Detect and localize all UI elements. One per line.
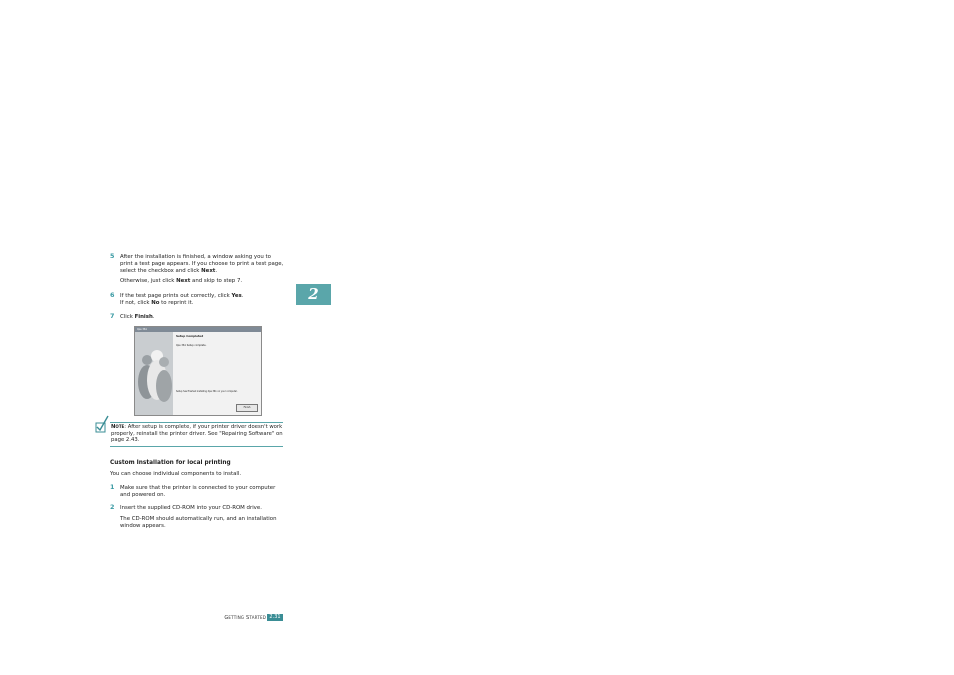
note-label: Note bbox=[111, 424, 125, 430]
note-text: Note: After setup is complete, if your printer driver doesn't work properly, reinstall the printer driver. See "Repairing Software" on page 2.43. bbox=[111, 424, 283, 444]
footer-page-number: 2.31 bbox=[267, 614, 283, 621]
people-illustration-icon bbox=[135, 332, 173, 415]
note-top-rule bbox=[110, 422, 283, 423]
step-6-note: If not, click No to reprint it. bbox=[120, 300, 194, 306]
step-5-note: Otherwise, just click Next and skip to step 7. bbox=[120, 278, 243, 284]
section-heading: Custom Installation for local printing bbox=[110, 460, 231, 466]
step-text: Make sure that the printer is connected to your computer and powered on. bbox=[120, 485, 276, 499]
step-number: 2 bbox=[110, 503, 115, 511]
step-text: Insert the supplied CD-ROM into your CD-ROM drive. bbox=[120, 505, 262, 511]
section-intro: You can choose individual components to install. bbox=[110, 471, 242, 477]
step-number: 1 bbox=[110, 483, 115, 491]
dialog-illustration bbox=[135, 332, 173, 415]
dialog-footer-text: Setup has finished installing Xpe 361 on your computer. bbox=[176, 390, 238, 393]
note-bottom-rule bbox=[110, 446, 283, 447]
footer-section-label: Getting Started bbox=[224, 615, 266, 621]
dialog-content bbox=[176, 335, 259, 347]
dialog-titlebar: Xpe 361 bbox=[135, 327, 261, 332]
step-2-note: The CD-ROM should automatically run, and an installation window appears. bbox=[120, 516, 277, 530]
finish-button[interactable]: Finish bbox=[236, 404, 258, 412]
note-checkmark-icon bbox=[95, 415, 109, 435]
setup-completed-dialog-screenshot bbox=[134, 326, 262, 416]
step-number: 6 bbox=[110, 291, 115, 299]
step-text: Click Finish. bbox=[120, 314, 155, 320]
step-number: 5 bbox=[110, 252, 115, 260]
chapter-number: 2 bbox=[308, 285, 319, 303]
step-text: After the installation is finished, a window asking you to print a test page appears. If you choose to print a test page, select the checkbox and click Next. bbox=[120, 254, 284, 275]
step-text: If the test page prints out correctly, click Yes. bbox=[120, 293, 244, 299]
step-number: 7 bbox=[110, 312, 115, 320]
chapter-tab bbox=[296, 284, 331, 305]
dialog-message: Xpe 361 Setup complete. bbox=[176, 344, 207, 347]
dialog-title: Setup Completed bbox=[176, 334, 204, 338]
